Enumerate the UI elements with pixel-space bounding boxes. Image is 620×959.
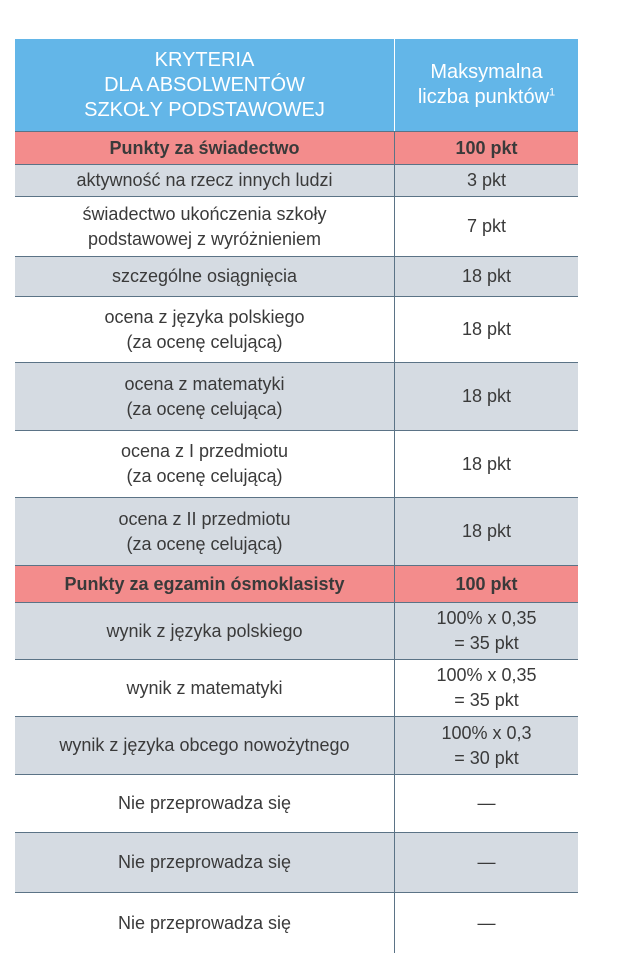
- table-row: [15, 603, 578, 660]
- points-value: —: [477, 852, 496, 872]
- criterion-cell: [15, 603, 395, 659]
- points-value: 100% x 0,35 = 35 pkt: [436, 665, 537, 710]
- points-cell: [395, 363, 578, 430]
- criterion-label: wynik z języka polskiego: [106, 620, 303, 641]
- table-row: [15, 197, 578, 257]
- points-cell: [395, 197, 578, 256]
- footnote-marker: 1: [549, 86, 556, 99]
- criterion-cell: [15, 660, 395, 716]
- table-row: [15, 498, 578, 566]
- points-value: 100% x 0,3 = 30 pkt: [441, 722, 532, 768]
- criterion-cell: [15, 431, 395, 497]
- points-value: 3 pkt: [466, 170, 507, 190]
- points-value: —: [477, 912, 496, 933]
- table-row: [15, 775, 578, 833]
- points-cell: [395, 775, 578, 832]
- criterion-label: świadectwo ukończenia szkoły podstawowej z wyróżnieniem: [82, 203, 327, 249]
- points-value: 18 pkt: [461, 386, 512, 406]
- criterion-cell: [15, 363, 395, 430]
- points-value: 18 pkt: [461, 319, 512, 339]
- table-row: [15, 297, 578, 363]
- section-label: Punkty za świadectwo: [109, 137, 300, 158]
- table-row: [15, 257, 578, 297]
- section-points: 100 pkt: [455, 137, 518, 158]
- criterion-label: ocena z II przedmiotu (za ocenę celującą): [118, 508, 291, 554]
- points-value: 18 pkt: [461, 266, 512, 286]
- criterion-cell: [15, 717, 395, 774]
- section-label-cell: [15, 132, 395, 164]
- points-cell: [395, 431, 578, 497]
- points-cell: [395, 717, 578, 774]
- points-cell: [395, 833, 578, 892]
- criterion-cell: [15, 775, 395, 832]
- table-row: [15, 893, 578, 953]
- section-points-cell: [395, 566, 578, 602]
- criterion-cell: [15, 257, 395, 296]
- header-criteria-label: KRYTERIA DLA ABSOLWENTÓW SZKOŁY PODSTAWOWEJ: [84, 48, 325, 121]
- header-max-points-cell: [395, 39, 578, 131]
- criterion-label: Nie przeprowadza się: [117, 912, 292, 933]
- section-points-cell: [395, 132, 578, 164]
- table-row: [15, 431, 578, 498]
- criterion-label: Nie przeprowadza się: [117, 793, 292, 813]
- criterion-cell: [15, 893, 395, 953]
- points-cell: [395, 660, 578, 716]
- points-value: 18 pkt: [461, 453, 512, 474]
- header-max-points-label: Maksymalna liczba punktów$^1$: [417, 61, 556, 108]
- table-row: [15, 165, 578, 197]
- points-cell: [395, 165, 578, 196]
- points-cell: [395, 257, 578, 296]
- criterion-label: ocena z języka polskiego (za ocenę celującą): [104, 306, 305, 352]
- section-row-certificate: [15, 132, 578, 165]
- table-row: [15, 833, 578, 893]
- criterion-label: Nie przeprowadza się: [117, 852, 292, 872]
- criteria-table: [15, 39, 578, 953]
- table-row: [15, 363, 578, 431]
- points-value: 18 pkt: [461, 521, 512, 541]
- points-value: 7 pkt: [466, 216, 507, 236]
- criterion-cell: [15, 197, 395, 256]
- points-value: —: [477, 793, 496, 813]
- criterion-label: ocena z I przedmiotu (za ocenę celującą): [120, 441, 289, 486]
- table-row: [15, 717, 578, 775]
- points-cell: [395, 297, 578, 362]
- criterion-cell: [15, 297, 395, 362]
- criterion-label: ocena z matematyki (za ocenę celująca): [124, 373, 285, 419]
- criterion-label: aktywność na rzecz innych ludzi: [76, 170, 333, 190]
- criterion-cell: [15, 833, 395, 892]
- points-cell: [395, 603, 578, 659]
- section-label-cell: [15, 566, 395, 602]
- section-label: Punkty za egzamin ósmoklasisty: [64, 573, 345, 594]
- criterion-cell: [15, 165, 395, 196]
- criterion-label: wynik z matematyki: [126, 677, 283, 698]
- header-criteria-cell: [15, 39, 395, 131]
- points-value: 100% x 0,35 = 35 pkt: [436, 608, 537, 653]
- table-row: [15, 660, 578, 717]
- points-cell: [395, 498, 578, 565]
- points-cell: [395, 893, 578, 953]
- criterion-label: szczególne osiągnięcia: [111, 266, 298, 286]
- section-row-exam: [15, 566, 578, 603]
- criterion-label: wynik z języka obcego nowożytnego: [59, 735, 350, 755]
- table-header-row: [15, 39, 578, 132]
- section-points: 100 pkt: [455, 573, 518, 594]
- criterion-cell: [15, 498, 395, 565]
